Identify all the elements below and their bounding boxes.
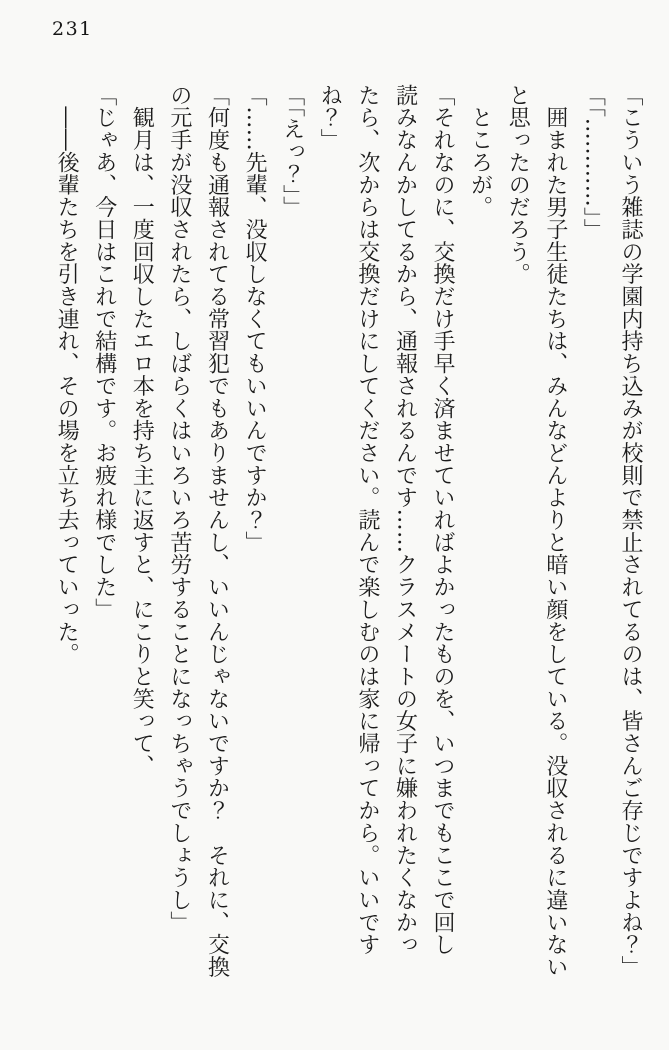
text-line-p7-l1: の元手が没収されたら、しばらくはいろいろ苦労することになっちゃうでしょうし」: [166, 84, 192, 934]
text-line-p4-l3: ね？」: [317, 84, 343, 152]
text-line-p5-l0: 「「えっ？」」: [279, 84, 305, 219]
text-line-p1-l0: 「「…………」」: [580, 84, 606, 241]
text-line-p4-l2: たら、次からは交換だけにしてください。読んで楽しむのは家に帰ってから。いいです: [354, 84, 380, 956]
page-number: 231: [52, 18, 93, 40]
text-line-p2-l1: と思ったのだろう。: [505, 84, 531, 286]
text-line-p7-l0: 「何度も通報されてる常習犯でもありませんし、いいんじゃないですか？ それに、交換: [204, 84, 230, 978]
text-line-p4-l0: 「それなのに、交換だけ手早く済ませていればよかったものを、いつまでもここで回し: [430, 84, 456, 956]
text-line-p4-l1: 読みなんかしてるから、通報されるんです……クラスメートの女子に嫌われたくなかっ: [392, 84, 418, 956]
text-block: [48, 84, 650, 999]
text-line-p8-l0: 観月は、一度回収したエロ本を持ち主に返すと、にこりと笑って、: [129, 84, 155, 777]
text-line-p6-l0: 「……先輩、没収しなくてもいいんですか？」: [242, 84, 268, 554]
text-line-p0-l0: 「こういう雑誌の学園内持ち込みが校則で禁止されてるのは、皆さんご存じですよね？」: [618, 84, 643, 978]
text-line-p2-l0: 囲まれた男子生徒たちは、みんなどんよりと暗い顔をしている。没収されるに違いない: [542, 84, 568, 978]
text-line-p3-l0: ところが。: [467, 84, 493, 219]
text-line-p10-l0: ――後輩たちを引き連れ、その場を立ち去っていった。: [54, 84, 80, 666]
text-line-p9-l0: 「じゃあ、今日はこれで結構です。お疲れ様でした」: [91, 84, 117, 621]
